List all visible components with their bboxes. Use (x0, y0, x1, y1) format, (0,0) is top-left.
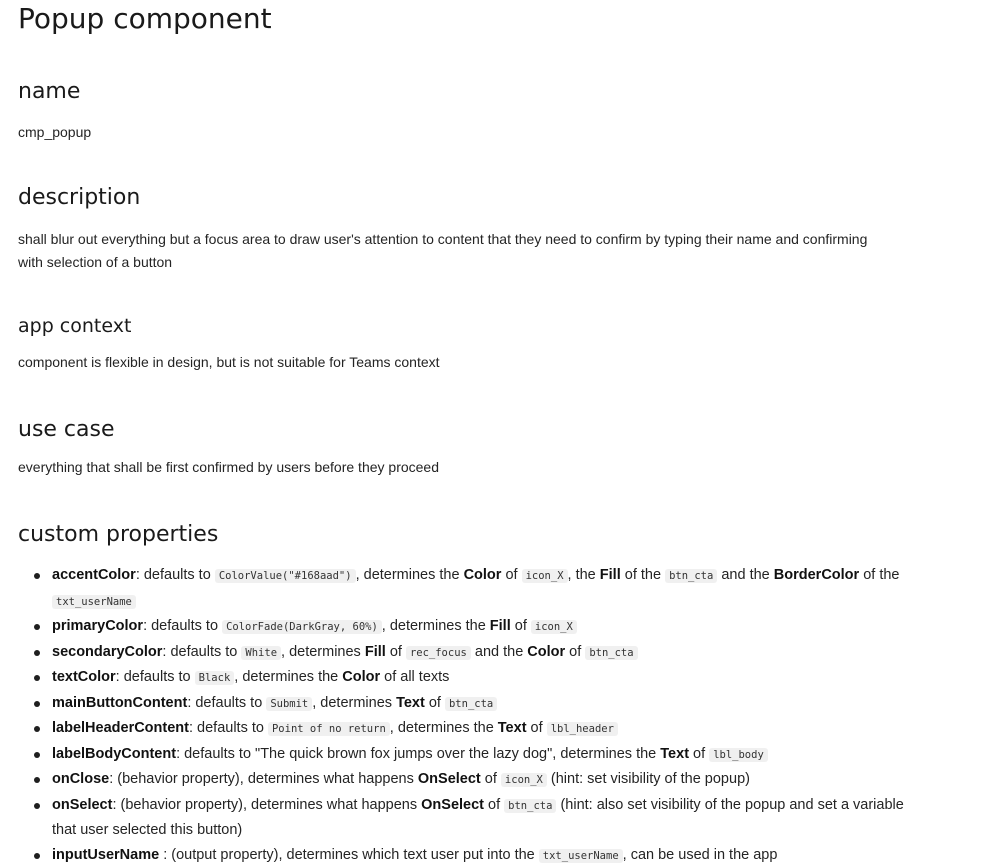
section-heading: description (18, 184, 990, 212)
properties-list (18, 563, 918, 868)
property-name: Text (498, 720, 527, 736)
inline-code: btn_cta (665, 569, 717, 583)
inline-code: icon_X (531, 620, 577, 634)
property-text: of (689, 746, 709, 762)
property-text: : (behavior property), determines what happens (112, 797, 421, 813)
inline-code: Black (195, 671, 235, 685)
property-text: and the (717, 567, 773, 583)
section-name (18, 78, 990, 144)
property-text: of (565, 644, 585, 660)
property-name: OnSelect (421, 797, 484, 813)
property-name: labelHeaderContent (52, 720, 189, 736)
inline-code: lbl_header (547, 722, 618, 736)
list-item (18, 665, 918, 691)
property-text: , can be used in the app (623, 847, 778, 863)
list-item (18, 742, 918, 768)
list-item (18, 793, 918, 843)
property-text: of (481, 771, 501, 787)
page-title: Popup component (18, 0, 990, 36)
inline-code: Submit (266, 697, 312, 711)
property-name: Text (396, 695, 425, 711)
section-custom-properties (18, 521, 990, 868)
inline-code: Point of no return (268, 722, 390, 736)
inline-code: rec_focus (406, 646, 471, 660)
list-item (18, 563, 918, 614)
property-name: mainButtonContent (52, 695, 187, 711)
inline-code: White (241, 646, 281, 660)
inline-code: btn_cta (445, 697, 497, 711)
property-name: inputUserName (52, 847, 159, 863)
property-text: : defaults to (162, 644, 241, 660)
list-item (18, 716, 918, 742)
property-text: , determines (281, 644, 365, 660)
property-text: , determines the (390, 720, 498, 736)
inline-code: ColorValue("#168aad") (215, 569, 356, 583)
property-text: : defaults to (136, 567, 215, 583)
property-name: Color (527, 644, 565, 660)
section-heading: app context (18, 314, 990, 338)
property-name: onSelect (52, 797, 112, 813)
list-item (18, 640, 918, 666)
inline-code: icon_X (501, 773, 547, 787)
property-name: accentColor (52, 567, 136, 583)
section-description (18, 184, 990, 274)
property-name: textColor (52, 669, 116, 685)
inline-code: lbl_body (709, 748, 768, 762)
section-text: cmp_popup (18, 121, 990, 144)
list-item (18, 691, 918, 717)
inline-code: txt_userName (539, 849, 623, 863)
property-text: , determines the (382, 618, 490, 634)
list-item (18, 614, 918, 640)
property-text: of the (859, 567, 899, 583)
property-text: of the (621, 567, 665, 583)
property-name: secondaryColor (52, 644, 162, 660)
property-text: of (425, 695, 445, 711)
property-text: : (behavior property), determines what happens (109, 771, 418, 787)
property-name: Fill (490, 618, 511, 634)
property-text: (hint: set visibility of the popup) (547, 771, 750, 787)
section-heading: name (18, 78, 990, 106)
property-name: OnSelect (418, 771, 481, 787)
property-text: : (output property), determines which text user put into the (159, 847, 539, 863)
section-text: everything that shall be first confirmed by users before they proceed (18, 456, 990, 479)
property-text: and the (471, 644, 527, 660)
inline-code: ColorFade(DarkGray, 60%) (222, 620, 382, 634)
property-name: Fill (600, 567, 621, 583)
property-text: , determines the (234, 669, 342, 685)
list-item (18, 843, 918, 868)
list-item (18, 767, 918, 793)
section-text: shall blur out everything but a focus area to draw user's attention to content that they need to confirm by typing their name and confirming with selection of a button (18, 228, 878, 274)
property-name: onClose (52, 771, 109, 787)
property-text: of (527, 720, 547, 736)
property-text: of (511, 618, 531, 634)
property-text: : defaults to (189, 720, 268, 736)
inline-code: icon_X (522, 569, 568, 583)
property-name: Color (464, 567, 502, 583)
property-text: of (386, 644, 406, 660)
property-text: : defaults to (143, 618, 222, 634)
section-app-context (18, 314, 990, 374)
property-name: Fill (365, 644, 386, 660)
section-heading: use case (18, 416, 990, 444)
inline-code: btn_cta (504, 799, 556, 813)
property-name: primaryColor (52, 618, 143, 634)
property-text: : defaults to "The quick brown fox jumps over the lazy dog", determines the (176, 746, 660, 762)
property-text: of all texts (380, 669, 449, 685)
property-text: : defaults to (116, 669, 195, 685)
property-name: BorderColor (774, 567, 859, 583)
property-text: of (501, 567, 521, 583)
inline-code: txt_userName (52, 595, 136, 609)
property-text: (hint: also set visibility of the popup and set a variable that user selected this button) (52, 797, 904, 839)
property-name: labelBodyContent (52, 746, 176, 762)
property-text: , determines (312, 695, 396, 711)
section-heading: custom properties (18, 521, 990, 549)
property-text: : defaults to (187, 695, 266, 711)
inline-code: btn_cta (585, 646, 637, 660)
property-text: of (484, 797, 504, 813)
property-text: , the (568, 567, 600, 583)
property-name: Text (660, 746, 689, 762)
section-use-case (18, 416, 990, 479)
section-text: component is flexible in design, but is not suitable for Teams context (18, 351, 990, 374)
property-text: , determines the (356, 567, 464, 583)
property-name: Color (342, 669, 380, 685)
